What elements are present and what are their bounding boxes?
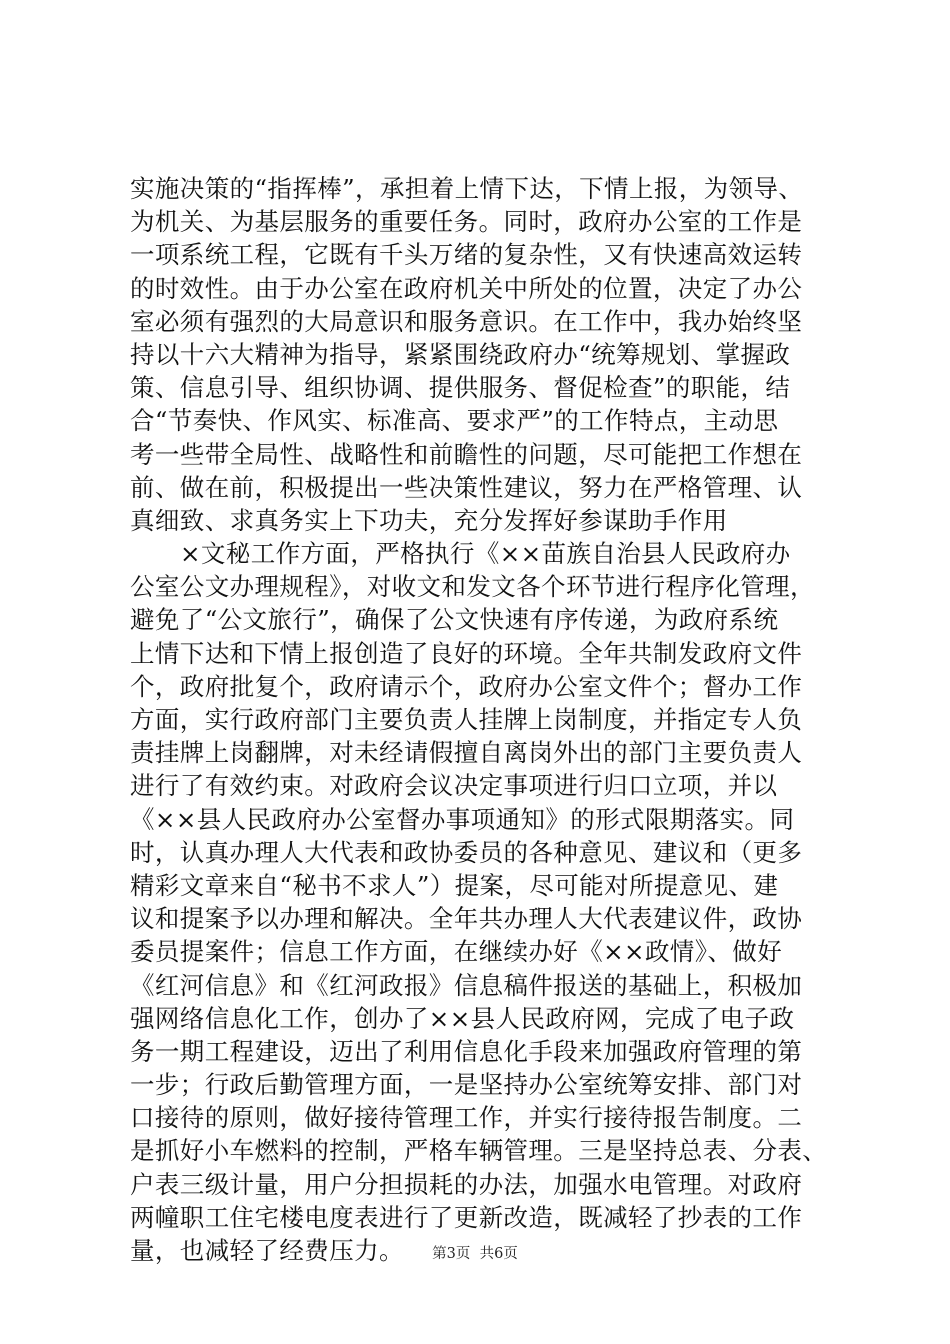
text-line: 个，政府批复个，政府请示个，政府办公室文件个；督办工作 [130, 671, 803, 701]
text-line: 量，也减轻了经费压力。 [130, 1236, 404, 1265]
text-line: 方面，实行政府部门主要负责人挂牌上岗制度，并指定专人负 [130, 705, 803, 734]
text-line: 策、信息引导、组织协调、提供服务、督促检查”的职能，结 [130, 373, 791, 403]
text-line: 考一些带全局性、战略性和前瞻性的问题，尽可能把工作想在 [130, 439, 803, 469]
document-body [130, 172, 842, 1267]
text-line: 《红河信息》和《红河政报》信息稿件报送的基础上，积极加 [130, 970, 803, 1000]
text-line: 前、做在前，积极提出一些决策性建议，努力在严格管理、认 [130, 472, 803, 502]
text-line: 避免了“公文旅行”，确保了公文快速有序传递，为政府系统 [130, 605, 779, 635]
text-line: 时，认真办理人大代表和政协委员的各种意见、建议和（更多 [130, 837, 803, 867]
text-line: 上情下达和下情上报创造了良好的环境。全年共制发政府文件 [130, 638, 803, 668]
text-line: 议和提案予以办理和解决。全年共办理人大代表建议件，政协 [130, 904, 803, 934]
text-line: 的时效性。由于办公室在政府机关中所处的位置，决定了办公 [130, 273, 803, 303]
text-line: 合“节奏快、作风实、标准高、要求严”的工作特点，主动思 [130, 406, 779, 436]
text-line: 进行了有效约束。对政府会议决定事项进行归口立项，并以 [130, 771, 778, 801]
text-line: 精彩文章来自“秘书不求人”）提案，尽可能对所提意见、建 [130, 870, 779, 900]
text-line: 务一期工程建设，迈出了利用信息化手段来加强政府管理的第 [130, 1036, 803, 1066]
text-line: 为机关、为基层服务的重要任务。同时，政府办公室的工作是 [130, 207, 803, 237]
text-line: 公室公文办理规程》，对收文和发文各个环节进行程序化管理， [130, 572, 815, 602]
text-line: 是抓好小车燃料的控制，严格车辆管理。三是坚持总表、分表、 [130, 1136, 828, 1166]
text-line: 室必须有强烈的大局意识和服务意识。在工作中，我办始终坚 [130, 306, 803, 336]
text-line: 委员提案件；信息工作方面，在继续办好《××政情》、做好 [130, 937, 783, 967]
text-line: 真细致、求真务实上下功夫，充分发挥好参谋助手作用 [130, 505, 728, 535]
text-line: 《××县人民政府办公室督办事项通知》的形式限期落实。同 [130, 804, 795, 834]
paragraph-start-line: ×文秘工作方面，严格执行《××苗族自治县人民政府办 [180, 539, 791, 569]
text-line: 一项系统工程，它既有千头万绪的复杂性，又有快速高效运转 [130, 240, 803, 270]
text-line: 持以十六大精神为指导，紧紧围绕政府办“统筹规划、掌握政 [130, 339, 791, 369]
page-footer: 第3页 共6页 [432, 1246, 518, 1262]
text-line: 两幢职工住宅楼电度表进行了更新改造，既减轻了抄表的工作 [130, 1202, 803, 1232]
text-line: 口接待的原则，做好接待管理工作，并实行接待报告制度。二 [130, 1103, 803, 1133]
text-line: 责挂牌上岗翻牌，对未经请假擅自离岗外出的部门主要负责人 [130, 738, 803, 768]
text-line: 强网络信息化工作，创办了××县人民政府网，完成了电子政 [130, 1003, 795, 1033]
text-line: 一步；行政后勤管理方面，一是坚持办公室统筹安排、部门对 [130, 1070, 803, 1100]
text-line: 户表三级计量，用户分担损耗的办法，加强水电管理。对政府 [130, 1169, 803, 1199]
text-line: 实施决策的“指挥棒”，承担着上情下达，下情上报，为领导、 [130, 174, 804, 203]
